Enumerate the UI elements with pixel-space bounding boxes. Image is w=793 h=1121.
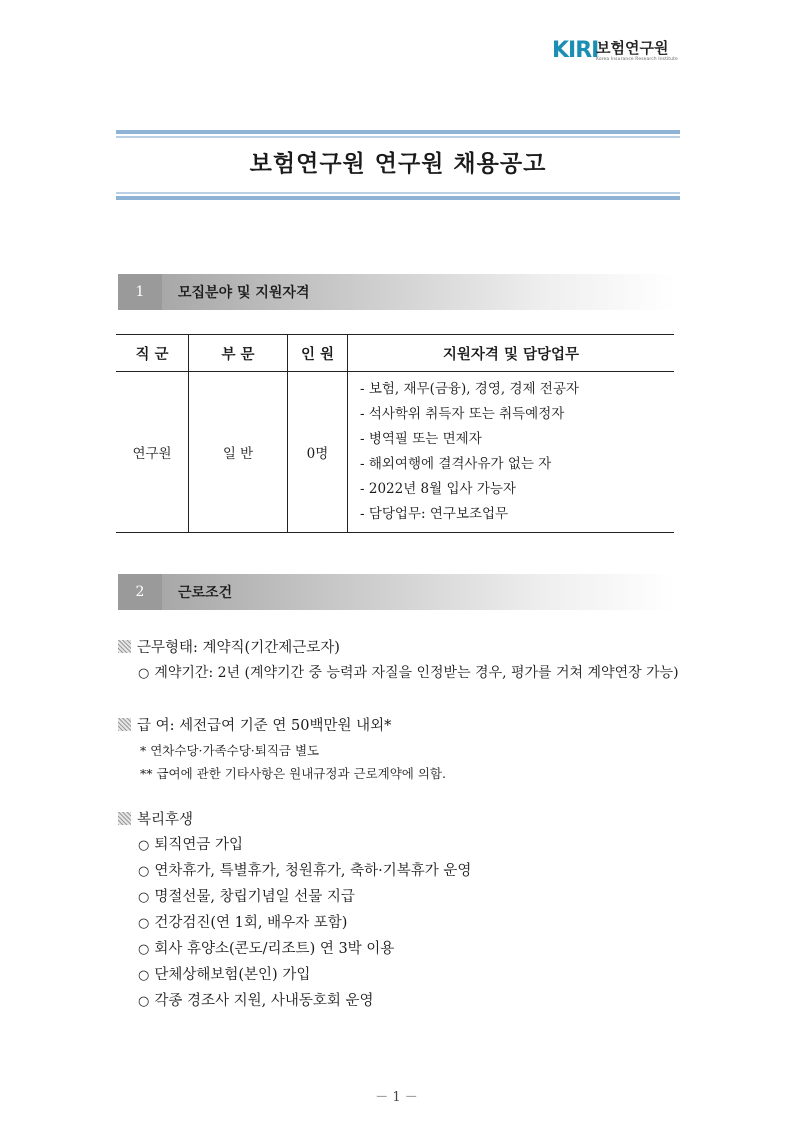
list-item: [138, 937, 394, 958]
circle-bullet-icon: ○: [138, 890, 150, 905]
salary-line: [118, 714, 391, 735]
requirement-item: - 보험, 재무(금융), 경영, 경제 전공자: [360, 381, 579, 397]
welfare-line: [118, 808, 193, 829]
welfare-item: 회사 휴양소(콘도/리조트) 연 3박 이용: [154, 941, 395, 957]
circle-bullet-icon: ○: [138, 916, 150, 931]
cell-count: 0명: [288, 372, 348, 533]
section-2-number: 2: [118, 574, 162, 610]
list-item: [138, 911, 347, 932]
circle-bullet-icon: ○: [138, 864, 150, 879]
circle-bullet-icon: ○: [138, 666, 150, 681]
requirement-item: - 해외여행에 결격사유가 없는 자: [360, 456, 552, 472]
list-item: [138, 833, 243, 854]
table-row: [116, 372, 674, 533]
logo-subtitle: Korea Insurance Research Institute: [596, 57, 678, 62]
welfare-item: 각종 경조사 지원, 사내동호회 운영: [154, 993, 374, 1009]
section-1-header: [162, 274, 675, 310]
circle-bullet-icon: ○: [138, 968, 150, 983]
contract-period-line: [138, 662, 679, 682]
header-group: 직 군: [116, 335, 189, 372]
list-item: [138, 963, 310, 984]
logo-mark: KIRI: [552, 38, 599, 63]
table-header-row: [116, 335, 674, 372]
requirement-item: - 담당업무: 연구보조업무: [360, 506, 509, 522]
welfare-item: 단체상해보험(본인) 가입: [154, 967, 311, 983]
salary: 급 여: 세전급여 기준 연 50백만원 내외*: [137, 718, 392, 734]
welfare-item: 퇴직연금 가입: [154, 837, 243, 853]
header-division: 부 문: [189, 335, 288, 372]
welfare-item: 연차휴가, 특별휴가, 청원휴가, 축하·기복휴가 운영: [154, 863, 472, 879]
recruitment-table: [116, 334, 674, 533]
requirement-item: - 석사학위 취득자 또는 취득예정자: [360, 406, 565, 422]
title-rule-bottom-thin: [116, 192, 680, 194]
work-type: 근무형태: 계약직(기간제근로자): [137, 640, 340, 656]
section-1-number: 1: [118, 274, 162, 310]
welfare-item: 명절선물, 창립기념일 선물 지급: [154, 889, 355, 905]
section-2-title: 근로조건: [178, 585, 233, 601]
list-item: [138, 859, 471, 880]
contract-period: 계약기간: 2년 (계약기간 중 능력과 자질을 인정받는 경우, 평가를 거쳐 계약연장 가능): [154, 665, 679, 681]
list-item: [138, 989, 374, 1010]
section-1-title: 모집분야 및 지원자격: [178, 285, 310, 301]
logo-name: 보험연구원: [596, 39, 669, 57]
circle-bullet-icon: ○: [138, 994, 150, 1009]
square-bullet-icon: [118, 640, 131, 653]
title-rule-bottom: [116, 196, 680, 200]
cell-group: 연구원: [132, 446, 172, 462]
salary-note-1: * 연차수당·가족수당·퇴직금 별도: [140, 743, 320, 758]
page-number: － 1 －: [375, 1090, 418, 1105]
welfare-title: 복리후생: [137, 812, 194, 828]
header-requirements: 지원자격 및 담당업무: [348, 335, 675, 372]
welfare-item: 건강검진(연 1회, 배우자 포함): [154, 915, 348, 931]
circle-bullet-icon: ○: [138, 942, 150, 957]
list-item: [138, 885, 355, 906]
kiri-logo: [552, 36, 692, 66]
requirement-item: - 병역필 또는 면제자: [360, 431, 482, 447]
work-type-line: [118, 636, 340, 657]
page-title: 보험연구원 연구원 채용공고: [249, 150, 547, 177]
title-rule-top-thin: [116, 136, 680, 138]
title-rule-top: [116, 130, 680, 134]
salary-note-2: ** 급여에 관한 기타사항은 원내규정과 근로계약에 의함.: [140, 766, 446, 781]
square-bullet-icon: [118, 718, 131, 731]
cell-requirements: [348, 372, 675, 533]
requirement-item: - 2022년 8월 입사 가능자: [360, 481, 516, 497]
circle-bullet-icon: ○: [138, 838, 150, 853]
square-bullet-icon: [118, 812, 131, 825]
cell-division: 일 반: [189, 372, 288, 533]
header-count: 인 원: [288, 335, 348, 372]
section-2-header: [162, 574, 675, 610]
